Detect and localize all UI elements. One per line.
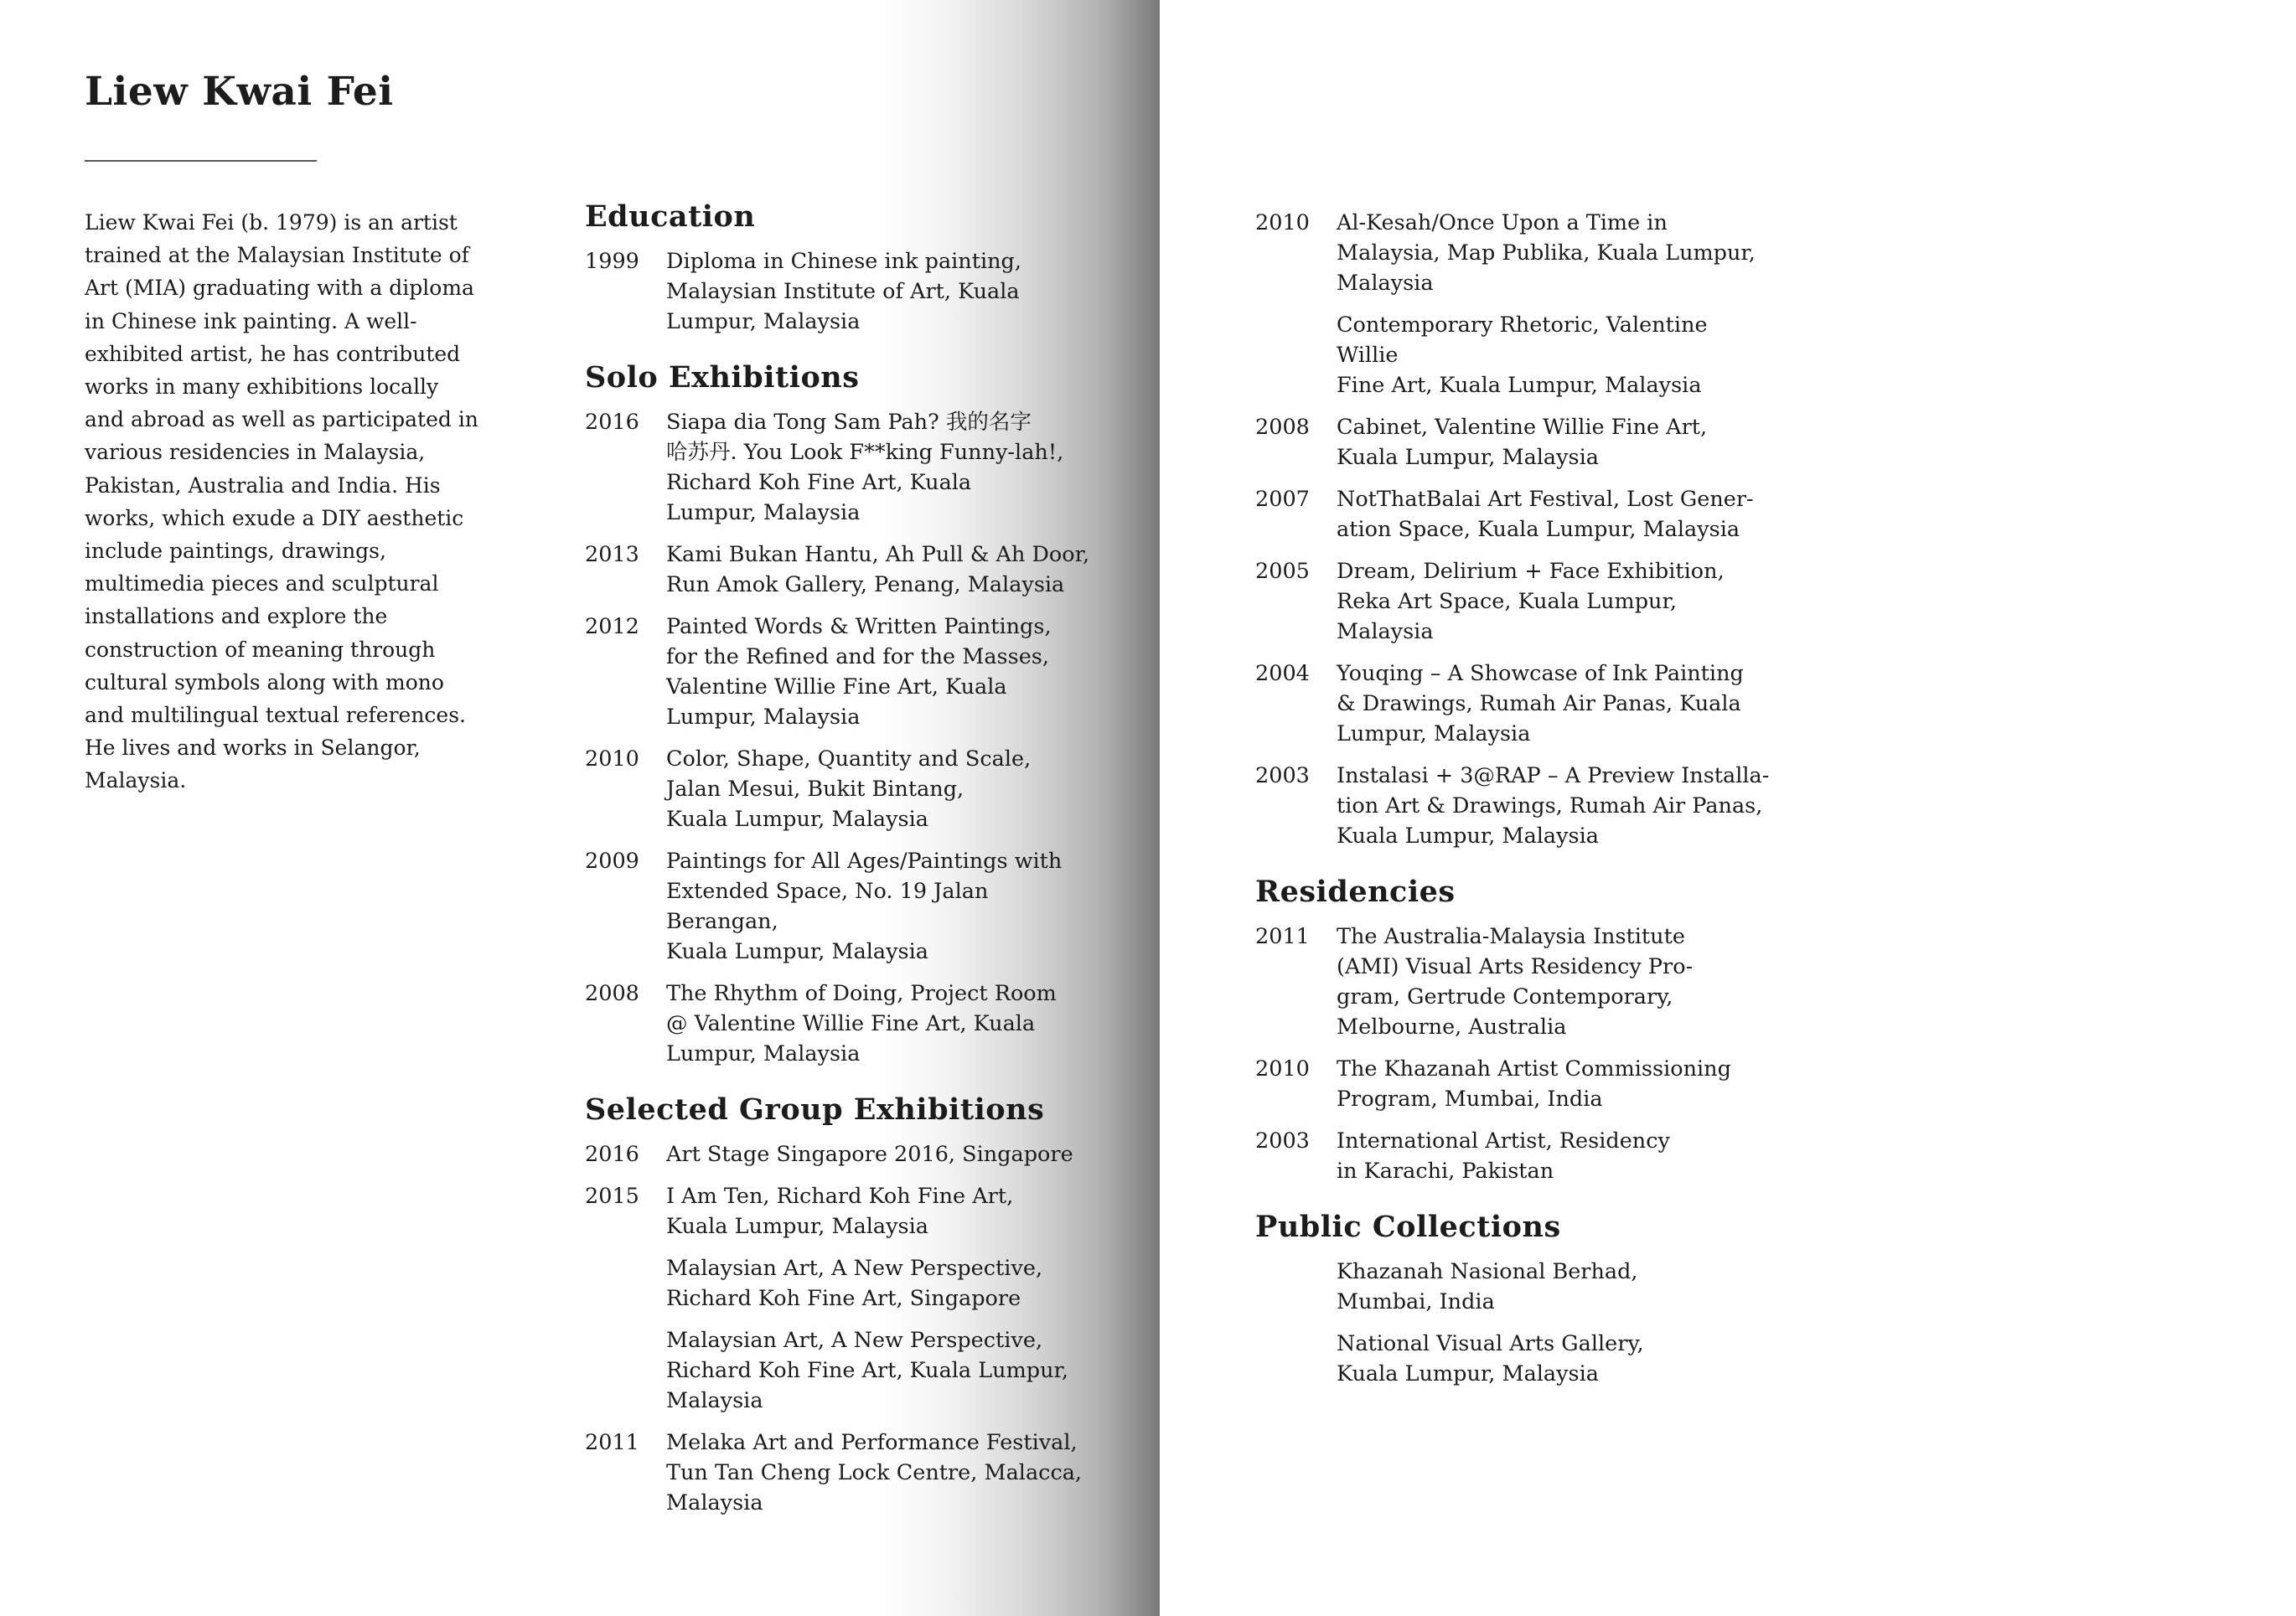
entry-text: The Khazanah Artist Commissioning Program, Mumbai, India bbox=[1337, 1056, 1731, 1112]
cv-entry bbox=[1255, 1257, 1792, 1317]
entry-text: I Am Ten, Richard Koh Fine Art, Kuala Lumpur, Malaysia bbox=[666, 1184, 1014, 1239]
entry-text: Khazanah Nasional Berhad, Mumbai, India bbox=[1337, 1259, 1638, 1314]
entry-year bbox=[1255, 1329, 1337, 1389]
entry-year: 2003 bbox=[1255, 763, 1310, 788]
entry-text: Al-Kesah/Once Upon a Time in Malaysia, Map Publika, Kuala Lumpur, Malaysia bbox=[1337, 210, 1756, 296]
entry-text: NotThatBalai Art Festival, Lost Gener- ation Space, Kuala Lumpur, Malaysia bbox=[1337, 487, 1754, 542]
cv-entry bbox=[585, 407, 1104, 528]
entry-text: Kami Bukan Hantu, Ah Pull & Ah Door, Run Amok Gallery, Penang, Malaysia bbox=[666, 542, 1090, 597]
cv-entry bbox=[585, 612, 1104, 732]
cv-entry bbox=[1255, 1054, 1792, 1114]
entry-year: 2013 bbox=[585, 542, 639, 567]
cv-column-middle bbox=[585, 198, 1104, 1540]
entry-year: 2016 bbox=[585, 410, 639, 435]
cv-entry bbox=[585, 1325, 1104, 1416]
cv-entry bbox=[1255, 412, 1792, 472]
entry-year: 2008 bbox=[1255, 415, 1310, 440]
cv-entry bbox=[1255, 208, 1792, 298]
cv-column-right bbox=[1255, 208, 1792, 1411]
cv-entry bbox=[585, 1139, 1104, 1169]
entry-year: 2011 bbox=[585, 1430, 639, 1455]
cv-entry bbox=[585, 1428, 1104, 1518]
group-exhibitions-heading: Selected Group Exhibitions bbox=[585, 1092, 1045, 1127]
entry-text: International Artist, Residency in Karachi, Pakistan bbox=[1337, 1128, 1670, 1184]
cv-entry bbox=[1255, 658, 1792, 749]
cv-entry bbox=[585, 846, 1104, 967]
entry-year: 2008 bbox=[585, 981, 639, 1006]
entry-text: Art Stage Singapore 2016, Singapore bbox=[666, 1142, 1073, 1167]
entry-text: Dream, Delirium + Face Exhibition, Reka Art Space, Kuala Lumpur, Malaysia bbox=[1337, 559, 1725, 644]
entry-year: 2010 bbox=[1255, 1056, 1310, 1082]
entry-year bbox=[1255, 1257, 1337, 1317]
entry-year: 2004 bbox=[1255, 661, 1310, 686]
residencies-heading: Residencies bbox=[1255, 875, 1456, 909]
entry-text: The Rhythm of Doing, Project Room @ Valentine Willie Fine Art, Kuala Lumpur, Malaysia bbox=[666, 981, 1057, 1066]
entry-text: Malaysian Art, A New Perspective, Richard Koh Fine Art, Kuala Lumpur, Malaysia bbox=[666, 1328, 1069, 1413]
cv-entry bbox=[585, 246, 1104, 337]
entry-text: Color, Shape, Quantity and Scale, Jalan Mesui, Bukit Bintang, Kuala Lumpur, Malaysia bbox=[666, 746, 1032, 832]
entry-year: 2005 bbox=[1255, 559, 1310, 584]
cv-entry bbox=[585, 540, 1104, 600]
artist-bio: Liew Kwai Fei (b. 1979) is an artist trained at the Malaysian Institute of Art (MIA) graduating with a diploma in Chinese ink painting. A well-exhibited artist, he has contributed works in many exhibitions locally and abroad as well as participated in various residencies in Malaysia, Pakistan, Australia and India. His works, which exude a DIY aesthetic include paintings, drawings, multimedia pieces and sculptural installations and explore the construction of meaning through cultural symbols along with mono and multilingual textual references. He lives and works in Selangor, Malaysia. bbox=[85, 210, 478, 793]
entry-year bbox=[1255, 310, 1337, 400]
cv-entry bbox=[585, 1181, 1104, 1242]
entry-year: 2003 bbox=[1255, 1128, 1310, 1154]
entry-year: 2009 bbox=[585, 849, 639, 874]
cv-entry bbox=[585, 1253, 1104, 1314]
residencies-section bbox=[1255, 873, 1792, 1186]
entry-text: Cabinet, Valentine Willie Fine Art, Kuala Lumpur, Malaysia bbox=[1337, 415, 1708, 470]
entry-year: 2010 bbox=[585, 746, 639, 772]
entry-text: Instalasi + 3@RAP – A Preview Installa- tion Art & Drawings, Rumah Air Panas, Kuala Lumpur, Malaysia bbox=[1337, 763, 1770, 849]
entry-year: 2016 bbox=[585, 1142, 639, 1167]
cv-entry bbox=[1255, 484, 1792, 545]
entry-year: 1999 bbox=[585, 249, 639, 274]
solo-exhibitions-section bbox=[585, 359, 1104, 1069]
group-exhibitions-section bbox=[585, 1091, 1104, 1518]
entry-text: Melaka Art and Performance Festival, Tun Tan Cheng Lock Centre, Malacca, Malaysia bbox=[666, 1430, 1083, 1515]
entry-text: Diploma in Chinese ink painting, Malaysian Institute of Art, Kuala Lumpur, Malaysia bbox=[666, 249, 1021, 334]
entry-text: Youqing – A Showcase of Ink Painting & Drawings, Rumah Air Panas, Kuala Lumpur, Malaysia bbox=[1337, 661, 1744, 746]
cv-entry bbox=[585, 978, 1104, 1069]
entry-year bbox=[585, 1325, 666, 1416]
cv-entry bbox=[1255, 761, 1792, 851]
entry-text: Malaysian Art, A New Perspective, Richard Koh Fine Art, Singapore bbox=[666, 1256, 1043, 1311]
entry-year: 2007 bbox=[1255, 487, 1310, 512]
artist-name: Liew Kwai Fei bbox=[85, 69, 394, 115]
entry-text: Paintings for All Ages/Paintings with Extended Space, No. 19 Jalan Berangan, Kuala Lumpur, Malaysia bbox=[666, 849, 1063, 964]
entry-year: 2012 bbox=[585, 614, 639, 639]
public-collections-heading: Public Collections bbox=[1255, 1210, 1561, 1244]
cv-entry bbox=[1255, 1329, 1792, 1389]
title-rule bbox=[85, 160, 317, 162]
entry-text: Siapa dia Tong Sam Pah? 我的名字 哈苏丹. You Look F**king Funny-lah!, Richard Koh Fine Art, Kuala Lumpur, Malaysia bbox=[666, 410, 1064, 525]
entry-text: Painted Words & Written Paintings, for the Refined and for the Masses, Valentine Willie Fine Art, Kuala Lumpur, Malaysia bbox=[666, 614, 1052, 730]
entry-text: Contemporary Rhetoric, Valentine Willie Fine Art, Kuala Lumpur, Malaysia bbox=[1337, 312, 1708, 398]
cv-entry bbox=[585, 744, 1104, 834]
entry-text: National Visual Arts Gallery, Kuala Lumpur, Malaysia bbox=[1337, 1331, 1644, 1386]
cv-entry bbox=[1255, 922, 1792, 1042]
entry-year: 2011 bbox=[1255, 924, 1310, 949]
entry-year: 2015 bbox=[585, 1184, 639, 1209]
solo-exhibitions-heading: Solo Exhibitions bbox=[585, 360, 860, 395]
cv-entry bbox=[1255, 556, 1792, 647]
group-exhibitions-continued bbox=[1255, 208, 1792, 851]
education-heading: Education bbox=[585, 199, 756, 234]
cv-entry bbox=[1255, 310, 1792, 400]
education-section bbox=[585, 198, 1104, 337]
public-collections-section bbox=[1255, 1208, 1792, 1389]
entry-text: The Australia-Malaysia Institute (AMI) Visual Arts Residency Pro- gram, Gertrude Contemporary, Melbourne, Australia bbox=[1337, 924, 1694, 1040]
entry-year: 2010 bbox=[1255, 210, 1310, 235]
entry-year bbox=[585, 1253, 666, 1314]
cv-entry bbox=[1255, 1126, 1792, 1186]
